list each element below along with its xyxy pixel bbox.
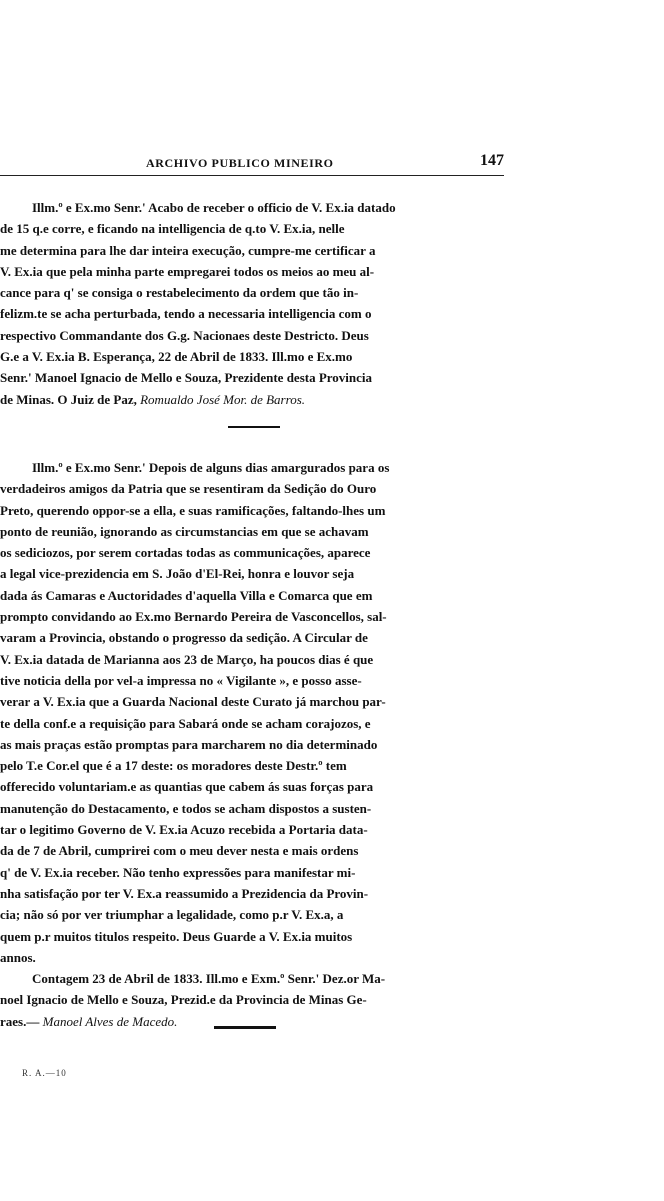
signature: Romualdo José Mor. de Barros. — [140, 391, 306, 407]
text-line: Senr.' Manoel Ignacio de Mello e Souza, Prezidente desta Provincia — [0, 370, 373, 386]
text-line: G.e a V. Ex.ia B. Esperança, 22 de Abril de 1833. Ill.mo e Ex.mo — [0, 349, 353, 365]
signature: Manoel Alves de Macedo. — [42, 1013, 178, 1029]
text-line: noel Ignacio de Mello e Souza, Prezid.e da Provincia de Minas Ge- — [0, 992, 367, 1008]
text-line: annos. — [0, 949, 36, 965]
text-line: manutenção do Destacamento, e todos se acham dispostos a susten- — [0, 800, 372, 816]
signature-mark: R. A.—10 — [22, 1068, 67, 1078]
letter-1 — [0, 197, 504, 410]
text-line: as mais praças estão promptas para marcharem no dia determinado — [0, 736, 378, 752]
running-title: ARCHIVO PUBLICO MINEIRO — [146, 156, 334, 170]
text-line: cia; não só por ver triumphar a legalidade, como p.r V. Ex.a, a — [0, 907, 344, 923]
closing-text: raes.— — [0, 1013, 43, 1029]
text-line: me determina para lhe dar inteira execução, cumpre-me certificar a — [0, 242, 376, 258]
page-header — [0, 152, 664, 176]
closing-line — [0, 389, 504, 410]
text-line: tive noticia della por vel-a impressa no « Vigilante », e posso asse- — [0, 672, 362, 688]
text-line: Illm.º e Ex.mo Senr.' Acabo de receber o officio de V. Ex.ia datado — [32, 200, 396, 215]
text-line: Contagem 23 de Abril de 1833. Ill.mo e Exm.º Senr.' Dez.or Ma- — [32, 971, 386, 987]
text-line: verdadeiros amigos da Patria que se resentiram da Sedição do Ouro — [0, 481, 377, 497]
section-divider — [228, 426, 280, 428]
header-rule — [0, 175, 504, 176]
text-line: ponto de reunião, ignorando as circumstancias em que se achavam — [0, 523, 369, 539]
end-divider — [214, 1026, 276, 1029]
closing-text: de Minas. O Juiz de Paz, — [0, 391, 141, 407]
text-line: respectivo Commandante dos G.g. Nacionaes deste Destricto. Deus — [0, 327, 369, 343]
page-number: 147 — [480, 152, 504, 169]
text-line: dada ás Camaras e Auctoridades d'aquella Villa e Comarca que em — [0, 587, 373, 603]
text-line: Illm.º e Ex.mo Senr.' Depois de alguns dias amargurados para os — [32, 460, 390, 475]
text-line: felizm.te se acha perturbada, tendo a necessaria intelligencia com o — [0, 306, 372, 322]
text-line: cance para q' se consiga o restabelecimento da ordem que tão in- — [0, 285, 359, 301]
text-line: quem p.r muitos titulos respeito. Deus Guarde a V. Ex.ia muitos — [0, 928, 353, 944]
letter-2 — [0, 457, 504, 1032]
text-line: V. Ex.ia datada de Marianna aos 23 de Março, ha poucos dias é que — [0, 651, 374, 667]
text-line: da de 7 de Abril, cumprirei com o meu dever nesta e mais ordens — [0, 843, 359, 859]
text-line: a legal vice-prezidencia em S. João d'El-Rei, honra e louvor seja — [0, 566, 355, 582]
text-line: verar a V. Ex.ia que a Guarda Nacional deste Curato já marchou par- — [0, 694, 386, 710]
text-line: varam a Provincia, obstando o progresso da sedição. A Circular de — [0, 630, 368, 646]
text-line: os sediciozos, por serem cortadas todas as communicações, aparece — [0, 545, 371, 561]
text-line: V. Ex.ia que pela minha parte empregarei todos os meios ao meu al- — [0, 263, 375, 279]
text-line: de 15 q.e corre, e ficando na intelligencia de q.to V. Ex.ia, nelle — [0, 221, 345, 237]
text-line: prompto convidando ao Ex.mo Bernardo Pereira de Vasconcellos, sal- — [0, 609, 387, 625]
text-line: q' de V. Ex.ia receber. Não tenho expressões para manifestar mi- — [0, 864, 356, 880]
text-line: nha satisfação por ter V. Ex.a reassumido a Prezidencia da Provin- — [0, 885, 369, 901]
text-line: offerecido voluntariam.e as quantias que cabem ás suas forças para — [0, 779, 374, 795]
text-line: te della conf.e a requisição para Sabará onde se acham corajozos, e — [0, 715, 371, 731]
text-line: pelo T.e Cor.el que é a 17 deste: os moradores deste Destr.º tem — [0, 758, 347, 774]
text-line: tar o legitimo Governo de V. Ex.ia Acuzo recebida a Portaria data- — [0, 822, 368, 838]
text-line: Preto, querendo oppor-se a ella, e suas ramificações, faltando-lhes um — [0, 502, 386, 518]
